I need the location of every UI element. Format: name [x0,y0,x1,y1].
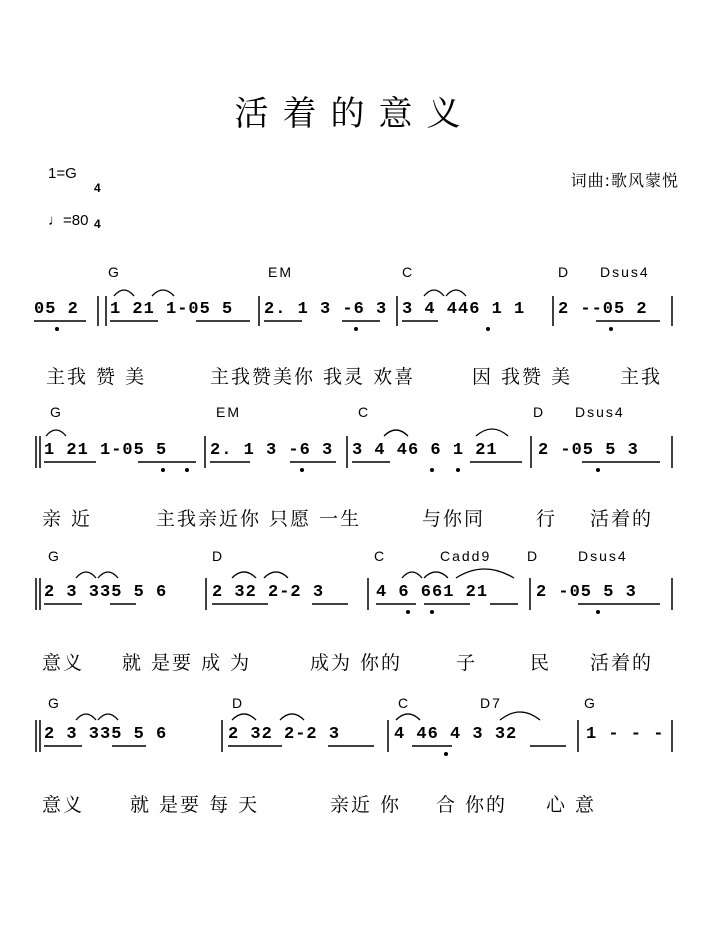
lyric-text: 活着的 [590,652,654,674]
measure-notes: 2. 1 3 -6 3 [264,300,388,319]
lyric-text: 心 意 [546,794,597,816]
lyric-text: 亲近 你 [330,794,402,816]
octave-dot [300,468,304,472]
measure-notes: 1 21 1-05 5 [110,300,234,319]
lyric-text: 亲 近 [42,508,93,530]
tie-arc [114,290,134,296]
lyric-text: 因 我赞 美 [472,366,573,388]
tie-arc [76,572,96,578]
octave-dot [185,468,189,472]
octave-dot [430,610,434,614]
lyric-text: 意义 [42,652,85,674]
measure-notes: 4 6 661 21 [376,583,489,602]
measure-notes: 2 -05 5 3 [536,583,637,602]
lyric-text: 就 是要 成 为 [122,652,252,674]
chord-label: C [374,548,387,564]
octave-dot [354,327,358,331]
chord-label: D [232,695,245,711]
tie-arc [76,714,96,720]
chord-label: G [48,548,61,564]
chord-label: D7 [480,695,502,711]
measure-notes: 3 4 46 6 1 21 [352,441,498,460]
chord-label: D [527,548,540,564]
tie-arc [500,712,540,720]
key-signature: 1=G [48,165,77,182]
octave-dot [444,752,448,756]
measure-notes: 2 --05 2 [558,300,648,319]
measure-notes: 4 46 4 3 32 [394,725,518,744]
octave-dot [609,327,613,331]
lyric-text: 就 是要 每 天 [130,794,260,816]
tempo-marking: ♩=80 [48,212,89,229]
tie-arc [264,572,288,578]
chord-label: G [584,695,597,711]
lyric-text: 与你同 [422,508,486,530]
chord-label: C [398,695,411,711]
lyric-text: 主我 [620,366,663,388]
lyric-text: 主我赞美你 我灵 欢喜 [210,366,416,388]
tie-arc [424,290,444,296]
octave-dot [430,468,434,472]
tie-arc [46,430,66,436]
octave-dot [55,327,59,331]
chord-label: G [108,264,121,280]
tie-arc [456,569,514,578]
measure-notes: 2. 1 3 -6 3 [210,441,334,460]
chord-label: Dsus4 [575,404,625,420]
chord-label: Dsus4 [578,548,628,564]
chord-label: EM [216,404,241,420]
tie-arc [446,290,466,296]
measure-notes: 1 21 1-05 5 [44,441,168,460]
tie-arc [396,714,420,720]
chord-label: EM [268,264,293,280]
measure-notes: 2 3 335 5 6 [44,725,168,744]
lyric-text: 子 [456,652,478,674]
tie-arc [280,714,304,720]
tie-arc [152,290,174,296]
lyric-text: 活着的 [590,508,654,530]
chord-label: Dsus4 [600,264,650,280]
measure-notes: 3 4 446 1 1 [402,300,526,319]
tie-arc [98,572,118,578]
octave-dot [596,468,600,472]
octave-dot [456,468,460,472]
credit-line: 词曲:歌风蒙悦 [570,171,679,190]
lyric-text: 行 [536,508,558,530]
chord-label: C [358,404,371,420]
song-title: 活着的意义 [234,94,475,134]
measure-notes: 2 -05 5 3 [538,441,639,460]
measure-notes: 2 32 2-2 3 [212,583,325,602]
tie-arc [402,572,422,578]
tie-arc [384,430,408,436]
lyric-text: 主我 赞 美 [46,366,147,388]
chord-label: D [212,548,225,564]
tie-arc [424,572,448,578]
lyric-text: 成为 你的 [310,652,403,674]
tie-arc [98,714,118,720]
octave-dot [161,468,165,472]
lyric-text: 主我亲近你 只愿 一生 [156,508,362,530]
chord-label: G [48,695,61,711]
measure-notes: 1 - - - [586,725,665,744]
octave-dot [406,610,410,614]
tie-arc [476,429,508,436]
octave-dot [596,610,600,614]
tie-arc [232,714,256,720]
lyric-text: 合 你的 [436,794,508,816]
measure-notes: 2 3 335 5 6 [44,583,168,602]
chord-label: D [558,264,571,280]
measure-notes: 05 2 [34,300,79,319]
chord-label: Cadd9 [440,548,492,564]
chord-label: G [50,404,63,420]
lyric-text: 意义 [42,794,85,816]
time-signature-top: 4 [94,181,101,195]
time-signature-bottom: 4 [94,217,101,231]
tie-arc [232,572,256,578]
lyric-text: 民 [530,652,552,674]
chord-label: D [533,404,546,420]
measure-notes: 2 32 2-2 3 [228,725,341,744]
chord-label: C [402,264,415,280]
octave-dot [486,327,490,331]
